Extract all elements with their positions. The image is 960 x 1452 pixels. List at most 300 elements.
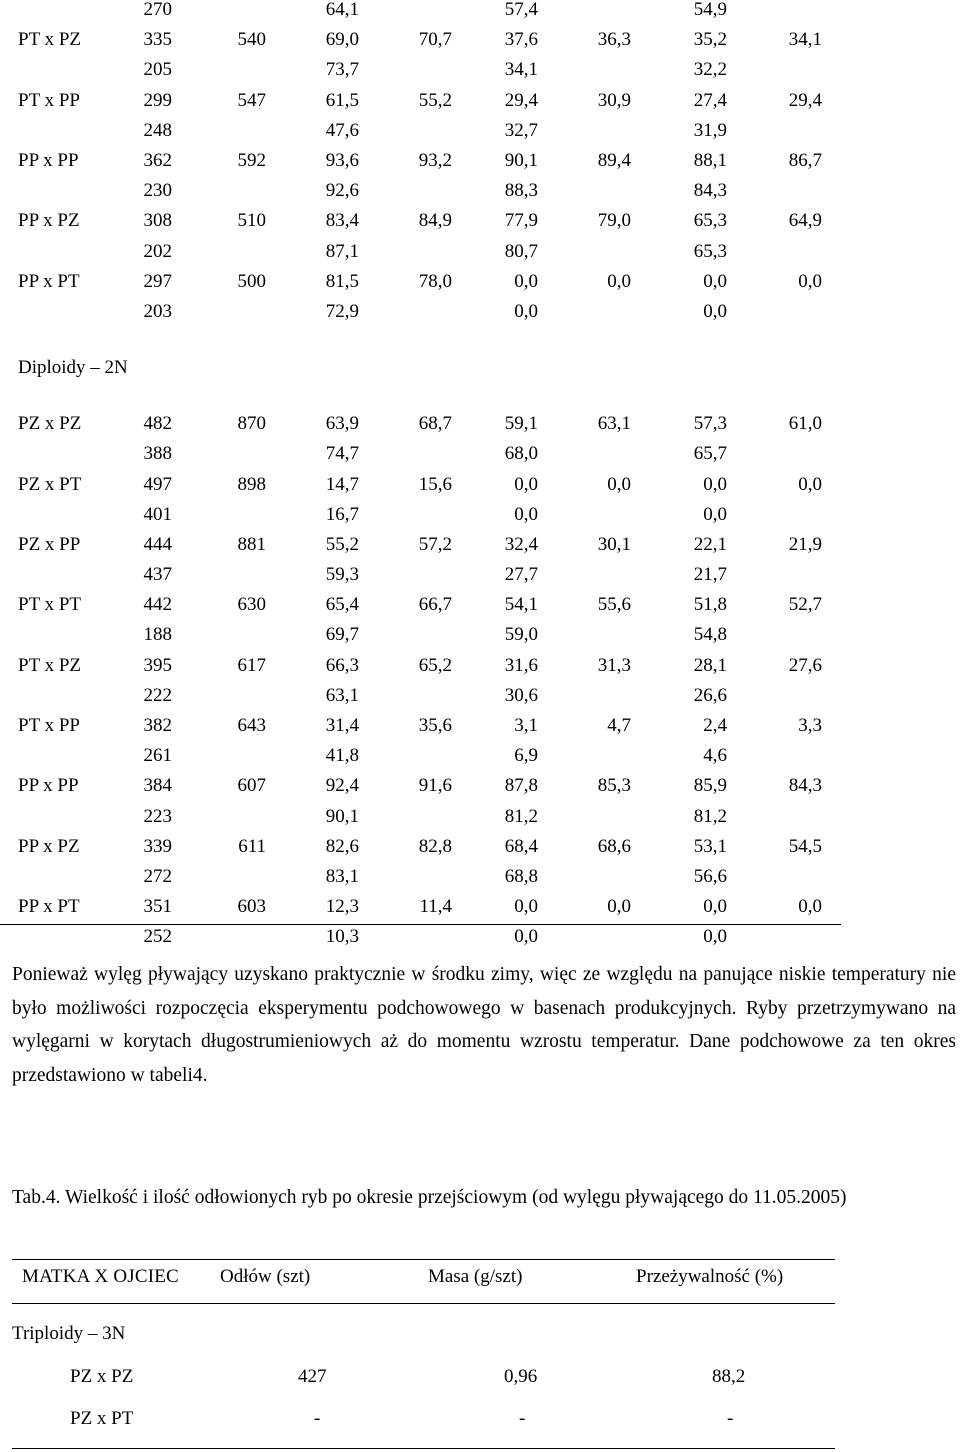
value-cell: 11,4: [419, 896, 452, 918]
value-cell: 0,0: [703, 926, 727, 948]
value-cell: 395: [143, 654, 172, 676]
table2-top-rule: [12, 1259, 835, 1260]
value-cell: 37,6: [504, 29, 538, 51]
table-row: [0, 439, 822, 469]
value-cell: 30,1: [597, 533, 631, 555]
cross-label-cell: [0, 116, 128, 146]
value-cell: 55,2: [325, 533, 359, 555]
value-cell: [359, 237, 452, 267]
value-cell: [359, 439, 452, 469]
value-cell: 29,4: [788, 89, 822, 111]
table-row: [0, 206, 822, 236]
value-cell: [172, 741, 266, 771]
value-cell: 90,1: [504, 150, 538, 172]
value-cell: 69,0: [325, 29, 359, 51]
value-cell: [172, 176, 266, 206]
table-row: [0, 0, 822, 25]
value-cell: [172, 922, 266, 952]
value-cell: 870: [237, 413, 266, 435]
value-cell: 14,7: [325, 473, 359, 495]
value-cell: 65,2: [418, 654, 452, 676]
value-cell: 188: [143, 624, 172, 646]
value-cell: 91,6: [418, 775, 452, 797]
value-cell: 72,9: [325, 300, 359, 322]
value-cell: [359, 862, 452, 892]
value-cell: 79,0: [597, 210, 631, 232]
table-row: [0, 620, 822, 650]
table2-section-label: Triploidy – 3N: [12, 1323, 126, 1344]
value-cell: 90,1: [325, 805, 359, 827]
body-paragraph: Ponieważ wylęg pływający uzyskano praktycznie w środku zimy, więc ze względu na panujące niskie temperatury nie było możliwości rozpoczęcia eksperymentu podchowowego w basenach produkcyjnych. Ryby przetrzymywano na wylęgarni w korytach długostrumieniowych aż do momentu wzrostu temperatur. Dane podchowowe za ten okres przedstawiono w tabeli4.: [12, 964, 956, 1086]
value-cell: 3,1: [514, 715, 538, 737]
value-cell: 540: [237, 29, 266, 51]
cross-label-cell: [0, 681, 128, 711]
value-cell: 68,7: [418, 413, 452, 435]
value-cell: 500: [237, 270, 266, 292]
table-row: [0, 892, 822, 922]
value-cell: 0,0: [703, 270, 727, 292]
value-cell: [727, 560, 822, 590]
table-row: [0, 25, 822, 55]
table2-header-survival: Przeżywalność (%): [636, 1266, 784, 1287]
value-cell: [172, 439, 266, 469]
value-cell: 362: [143, 150, 172, 172]
cross-label-cell: [0, 500, 128, 530]
table2-header-cross-text: MATKA X OJCIEC: [22, 1266, 179, 1287]
value-cell: 63,1: [597, 413, 631, 435]
value-cell: 41,8: [325, 745, 359, 767]
value-cell: 52,7: [788, 594, 822, 616]
value-cell: 444: [143, 533, 172, 555]
value-cell: 74,7: [325, 443, 359, 465]
value-cell: 0,0: [798, 896, 822, 918]
value-cell: 382: [143, 715, 172, 737]
value-cell: 32,7: [504, 119, 538, 141]
table-row: [0, 500, 822, 530]
value-cell: 89,4: [597, 150, 631, 172]
value-cell: [727, 802, 822, 832]
value-cell: 85,9: [693, 775, 727, 797]
value-cell: [359, 116, 452, 146]
value-cell: 32,2: [693, 59, 727, 81]
table-row: [0, 560, 822, 590]
cross-label-cell: PP x PP: [18, 775, 79, 797]
value-cell: [538, 620, 631, 650]
cross-label-cell: PT x PP: [18, 715, 80, 737]
table2-bottom-rule: [12, 1448, 835, 1449]
value-cell: 0,0: [514, 270, 538, 292]
value-cell: 83,1: [325, 865, 359, 887]
value-cell: 252: [143, 926, 172, 948]
value-cell: 68,6: [597, 835, 631, 857]
value-cell: 88,1: [693, 150, 727, 172]
cross-label-cell: PZ x PP: [18, 533, 81, 555]
value-cell: 0,0: [514, 503, 538, 525]
value-cell: [359, 922, 452, 952]
value-cell: [172, 620, 266, 650]
value-cell: 0,0: [798, 473, 822, 495]
table2-header-rule: [12, 1303, 835, 1304]
value-cell: 27,7: [504, 564, 538, 586]
value-cell: [538, 297, 631, 327]
value-cell: 84,9: [418, 210, 452, 232]
value-cell: [172, 862, 266, 892]
value-cell: 53,1: [693, 835, 727, 857]
value-cell: 16,7: [325, 503, 359, 525]
value-cell: 92,6: [325, 180, 359, 202]
value-cell: 81,5: [325, 270, 359, 292]
table2-row1-mass: 0,96: [504, 1366, 538, 1387]
value-cell: 78,0: [418, 270, 452, 292]
value-cell: 65,7: [693, 443, 727, 465]
value-cell: 0,0: [514, 896, 538, 918]
value-cell: [727, 176, 822, 206]
table-row: [0, 590, 822, 620]
cross-label-cell: [0, 741, 128, 771]
value-cell: 0,0: [607, 896, 631, 918]
value-cell: 202: [143, 240, 172, 262]
value-cell: 0,0: [703, 503, 727, 525]
value-cell: [727, 862, 822, 892]
value-cell: [359, 0, 452, 25]
value-cell: [359, 55, 452, 85]
value-cell: 4,6: [703, 745, 727, 767]
value-cell: [359, 681, 452, 711]
table-row: [0, 469, 822, 499]
value-cell: [359, 620, 452, 650]
value-cell: [538, 55, 631, 85]
value-cell: [538, 560, 631, 590]
table2-header-cross: [22, 1262, 179, 1292]
value-cell: [727, 0, 822, 25]
value-cell: 68,8: [504, 865, 538, 887]
value-cell: 80,7: [504, 240, 538, 262]
value-cell: 66,7: [418, 594, 452, 616]
cross-label-cell: PP x PZ: [18, 210, 80, 232]
cross-label-cell: PZ x PZ: [18, 413, 82, 435]
value-cell: [538, 176, 631, 206]
value-cell: 223: [143, 805, 172, 827]
table-row: [0, 862, 822, 892]
value-cell: 0,0: [798, 270, 822, 292]
value-cell: 482: [143, 413, 172, 435]
value-cell: 22,1: [693, 533, 727, 555]
value-cell: [172, 681, 266, 711]
value-cell: 510: [237, 210, 266, 232]
value-cell: 59,0: [504, 624, 538, 646]
cross-label-cell: PT x PT: [18, 594, 82, 616]
value-cell: [359, 176, 452, 206]
value-cell: 31,9: [693, 119, 727, 141]
value-cell: 4,7: [607, 715, 631, 737]
value-cell: 592: [237, 150, 266, 172]
value-cell: 69,7: [325, 624, 359, 646]
value-cell: 64,9: [788, 210, 822, 232]
value-cell: 88,3: [504, 180, 538, 202]
value-cell: 339: [143, 835, 172, 857]
value-cell: 203: [143, 300, 172, 322]
cross-label-cell: PT x PZ: [18, 29, 82, 51]
value-cell: 31,3: [597, 654, 631, 676]
value-cell: 54,5: [788, 835, 822, 857]
table-caption: Tab.4. Wielkość i ilość odłowionych ryb po okresie przejściowym (od wylęgu pływającego do 11.05.2005): [12, 1187, 847, 1208]
value-cell: [538, 439, 631, 469]
value-cell: 93,2: [418, 150, 452, 172]
value-cell: 29,4: [504, 89, 538, 111]
value-cell: 35,6: [418, 715, 452, 737]
value-cell: 442: [143, 594, 172, 616]
value-cell: [727, 439, 822, 469]
table-row: [0, 741, 822, 771]
value-cell: 57,4: [504, 0, 538, 21]
table-row: [0, 237, 822, 267]
value-cell: [538, 741, 631, 771]
value-cell: [359, 802, 452, 832]
value-cell: 630: [237, 594, 266, 616]
value-cell: 308: [143, 210, 172, 232]
table-row: [0, 176, 822, 206]
table-row: [0, 922, 822, 952]
value-cell: 30,9: [597, 89, 631, 111]
cross-label-cell: [0, 0, 128, 25]
table2-row2-cross: PZ x PT: [70, 1408, 134, 1429]
value-cell: 54,1: [504, 594, 538, 616]
section-row: [0, 327, 822, 409]
value-cell: [727, 500, 822, 530]
value-cell: [538, 681, 631, 711]
value-cell: [727, 620, 822, 650]
value-cell: 68,4: [504, 835, 538, 857]
value-cell: 59,1: [504, 413, 538, 435]
value-cell: 12,3: [325, 896, 359, 918]
value-cell: 2,4: [703, 715, 727, 737]
value-cell: 83,4: [325, 210, 359, 232]
value-cell: 248: [143, 119, 172, 141]
value-cell: [172, 0, 266, 25]
cross-label-cell: [0, 862, 128, 892]
value-cell: 205: [143, 59, 172, 81]
value-cell: 261: [143, 745, 172, 767]
value-cell: 54,8: [693, 624, 727, 646]
cross-label-cell: PP x PZ: [18, 835, 80, 857]
value-cell: 57,2: [418, 533, 452, 555]
table2-header-catch: Odłów (szt): [220, 1266, 311, 1287]
value-cell: 31,4: [325, 715, 359, 737]
value-cell: 230: [143, 180, 172, 202]
value-cell: 28,1: [693, 654, 727, 676]
table-row: [0, 86, 822, 116]
table-row: [0, 297, 822, 327]
cross-label-cell: [0, 922, 128, 952]
value-cell: 335: [143, 29, 172, 51]
value-cell: 86,7: [788, 150, 822, 172]
value-cell: [538, 237, 631, 267]
value-cell: 388: [143, 443, 172, 465]
value-cell: [172, 297, 266, 327]
cross-label-cell: [0, 560, 128, 590]
value-cell: 56,6: [693, 865, 727, 887]
value-cell: 57,3: [693, 413, 727, 435]
value-cell: 401: [143, 503, 172, 525]
value-cell: 87,1: [325, 240, 359, 262]
cross-label-cell: [0, 297, 128, 327]
value-cell: 84,3: [693, 180, 727, 202]
value-cell: [727, 681, 822, 711]
value-cell: 47,6: [325, 119, 359, 141]
value-cell: 0,0: [607, 270, 631, 292]
table-bottom-rule: [0, 924, 841, 925]
cross-label-cell: [0, 55, 128, 85]
value-cell: [359, 500, 452, 530]
value-cell: 34,1: [788, 29, 822, 51]
value-cell: 65,4: [325, 594, 359, 616]
value-cell: 34,1: [504, 59, 538, 81]
value-cell: 6,9: [514, 745, 538, 767]
value-cell: 93,6: [325, 150, 359, 172]
value-cell: 31,6: [504, 654, 538, 676]
value-cell: 27,6: [788, 654, 822, 676]
value-cell: 15,6: [418, 473, 452, 495]
value-cell: 68,0: [504, 443, 538, 465]
table2-row2-survival: -: [727, 1408, 734, 1429]
value-cell: [538, 922, 631, 952]
cross-label-cell: [0, 802, 128, 832]
value-cell: 32,4: [504, 533, 538, 555]
value-cell: [727, 237, 822, 267]
value-cell: 0,0: [514, 926, 538, 948]
value-cell: [538, 0, 631, 25]
value-cell: 35,2: [693, 29, 727, 51]
table-row: [0, 146, 822, 176]
value-cell: 643: [237, 715, 266, 737]
value-cell: 59,3: [325, 564, 359, 586]
table-row: [0, 771, 822, 801]
value-cell: 272: [143, 865, 172, 887]
value-cell: 81,2: [504, 805, 538, 827]
table-row: [0, 116, 822, 146]
value-cell: 898: [237, 473, 266, 495]
value-cell: 26,6: [693, 684, 727, 706]
value-cell: [538, 500, 631, 530]
value-cell: 222: [143, 684, 172, 706]
value-cell: 61,0: [788, 413, 822, 435]
value-cell: [359, 297, 452, 327]
value-cell: [359, 560, 452, 590]
value-cell: 297: [143, 270, 172, 292]
table-row: [0, 651, 822, 681]
value-cell: 51,8: [693, 594, 727, 616]
cross-label-cell: PP x PP: [18, 150, 79, 172]
value-cell: [727, 116, 822, 146]
table-row: [0, 409, 822, 439]
value-cell: 617: [237, 654, 266, 676]
value-cell: 27,4: [693, 89, 727, 111]
table-row: [0, 530, 822, 560]
value-cell: 55,2: [418, 89, 452, 111]
value-cell: 10,3: [325, 926, 359, 948]
value-cell: [172, 560, 266, 590]
value-cell: 73,7: [325, 59, 359, 81]
value-cell: [727, 297, 822, 327]
table2-row2-catch: -: [314, 1408, 321, 1429]
value-cell: 77,9: [504, 210, 538, 232]
table2-row1-survival: 88,2: [712, 1366, 746, 1387]
cross-label-cell: PT x PP: [18, 89, 80, 111]
value-cell: [727, 741, 822, 771]
cross-label-cell: PZ x PT: [18, 473, 82, 495]
value-cell: 55,6: [597, 594, 631, 616]
value-cell: 61,5: [325, 89, 359, 111]
table-row: [0, 267, 822, 297]
value-cell: 0,0: [703, 896, 727, 918]
value-cell: 36,3: [597, 29, 631, 51]
cross-label-cell: [0, 176, 128, 206]
value-cell: [172, 802, 266, 832]
value-cell: 0,0: [607, 473, 631, 495]
value-cell: 270: [143, 0, 172, 21]
value-cell: 63,1: [325, 684, 359, 706]
cross-label-cell: [0, 620, 128, 650]
cross-label-cell: PT x PZ: [18, 654, 82, 676]
cross-label-cell: PP x PT: [18, 896, 80, 918]
value-cell: 21,9: [788, 533, 822, 555]
table-row: [0, 55, 822, 85]
value-cell: 497: [143, 473, 172, 495]
value-cell: 0,0: [703, 300, 727, 322]
value-cell: [538, 862, 631, 892]
value-cell: 437: [143, 564, 172, 586]
value-cell: 0,0: [514, 473, 538, 495]
cross-label-cell: [0, 237, 128, 267]
value-cell: [538, 116, 631, 146]
value-cell: 54,9: [693, 0, 727, 21]
table2-header-mass: Masa (g/szt): [428, 1266, 523, 1287]
value-cell: 70,7: [418, 29, 452, 51]
cross-label-cell: PP x PT: [18, 270, 80, 292]
value-cell: 611: [238, 835, 266, 857]
section-label-diploidy: Diploidy – 2N: [18, 357, 128, 379]
value-cell: [172, 55, 266, 85]
value-cell: 547: [237, 89, 266, 111]
value-cell: 351: [143, 896, 172, 918]
cross-label-cell: [0, 439, 128, 469]
value-cell: 64,1: [325, 0, 359, 21]
table-row: [0, 802, 822, 832]
value-cell: 30,6: [504, 684, 538, 706]
value-cell: 384: [143, 775, 172, 797]
value-cell: 607: [237, 775, 266, 797]
table-row: [0, 711, 822, 741]
table-row: [0, 832, 822, 862]
table-row: [0, 681, 822, 711]
value-cell: 92,4: [325, 775, 359, 797]
value-cell: 3,3: [798, 715, 822, 737]
value-cell: 84,3: [788, 775, 822, 797]
value-cell: 65,3: [693, 240, 727, 262]
value-cell: 82,8: [418, 835, 452, 857]
value-cell: 0,0: [514, 300, 538, 322]
value-cell: 21,7: [693, 564, 727, 586]
value-cell: 881: [237, 533, 266, 555]
value-cell: [538, 802, 631, 832]
value-cell: 0,0: [703, 473, 727, 495]
value-cell: [727, 922, 822, 952]
value-cell: 63,9: [325, 413, 359, 435]
value-cell: 87,8: [504, 775, 538, 797]
value-cell: 66,3: [325, 654, 359, 676]
table2-row2-mass: -: [519, 1408, 526, 1429]
value-cell: [727, 55, 822, 85]
